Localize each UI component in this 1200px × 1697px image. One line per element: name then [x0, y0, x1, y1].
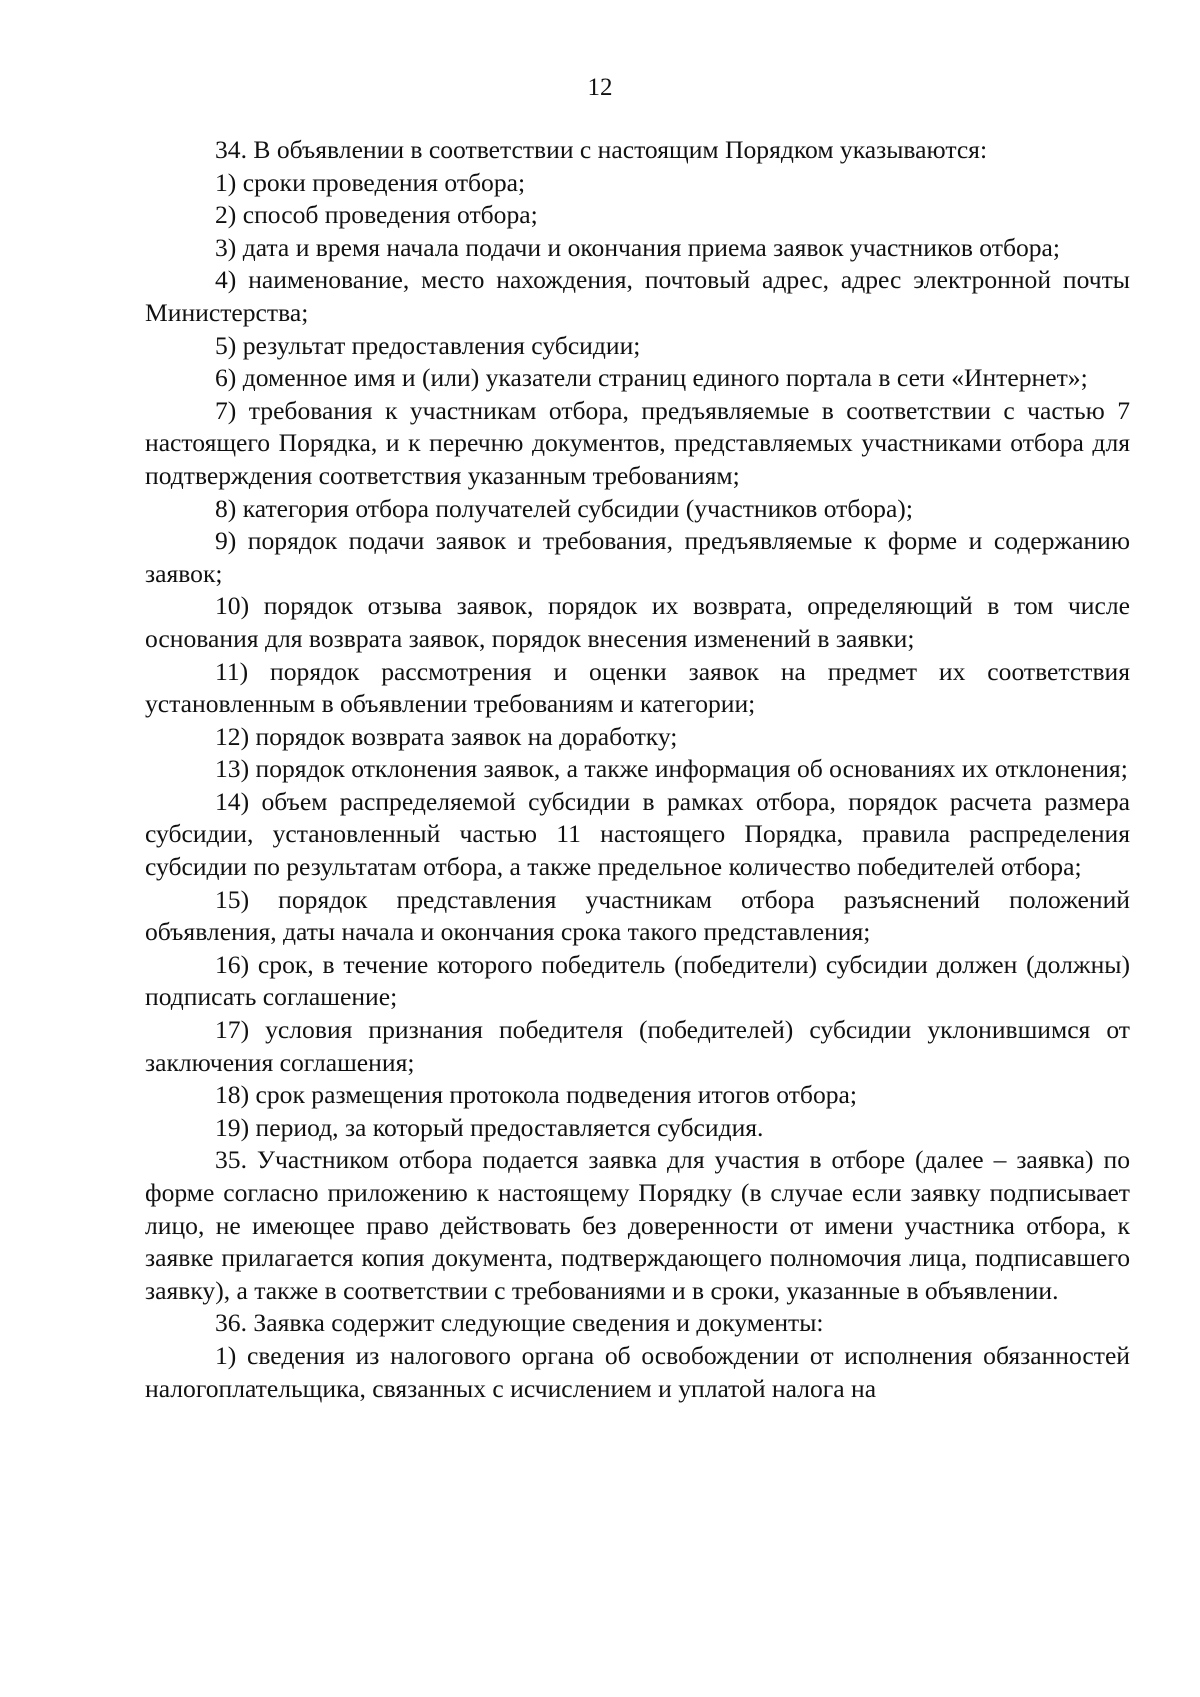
list-item-13: 13) порядок отклонения заявок, а также информация об основаниях их отклонения; — [215, 754, 1128, 784]
list-item-10: 10) порядок отзыва заявок, порядок их возврата, определяющий в том числе основания для возврата заявок, порядок внесения изменений в заявки; — [145, 591, 1130, 653]
page-number: 12 — [587, 74, 613, 101]
list-item-7: 7) требования к участникам отбора, предъявляемые в соответствии с частью 7 настоящего Порядка, и к перечню документов, представляемых участниками отбора для подтверждения соответствия указанным требованиям; — [145, 395, 1130, 490]
paragraph-34: 34. В объявлении в соответствии с настоящим Порядком указываются: — [215, 135, 988, 164]
list-item-16: 16) срок, в течение которого победитель (победители) субсидии должен (должны) подписать соглашение; — [145, 949, 1130, 1012]
paragraph-36: 36. Заявка содержит следующие сведения и документы: — [215, 1308, 824, 1338]
list-item-9: 9) порядок подачи заявок и требования, предъявляемые к форме и содержанию заявок; — [145, 526, 1130, 588]
list-item-12: 12) порядок возврата заявок на доработку; — [215, 721, 678, 751]
list-item-18: 18) срок размещения протокола подведения итогов отбора; — [215, 1080, 858, 1110]
paragraph-35: 35. Участником отбора подается заявка для участия в отборе (далее – заявка) по форме согласно приложению к настоящему Порядку (в случае если заявку подписывает лицо, не имеющее право действовать без доверенности от имени участника отбора, к заявке прилагается копия документа, подтверждающего полномочия лица, подписавшего заявку), а также в соответствии с требованиями и в сроки, указанные в объявлении. — [145, 1145, 1130, 1305]
list-item-6: 6) доменное имя и (или) указатели страниц единого портала в сети «Интернет»; — [215, 363, 1088, 393]
document-body — [145, 134, 1130, 1405]
list-item-19: 19) период, за который предоставляется субсидия. — [215, 1112, 764, 1142]
list-item-15: 15) порядок представления участникам отбора разъяснений положений объявления, даты начала и окончания срока такого представления; — [145, 884, 1130, 947]
list-item-4: 4) наименование, место нахождения, почтовый адрес, адрес электронной почты Министерства; — [145, 265, 1130, 327]
list-item-11: 11) порядок рассмотрения и оценки заявок на предмет их соответствия установленным в объявлении требованиям и категории; — [145, 656, 1130, 719]
list-item-17: 17) условия признания победителя (победителей) субсидии уклонившимся от заключения соглашения; — [145, 1015, 1130, 1077]
list-item-36-1: 1) сведения из налогового органа об освобождении от исполнения обязанностей налогоплательщика, связанных с исчислением и уплатой налога на — [145, 1340, 1130, 1403]
list-item-5: 5) результат предоставления субсидии; — [215, 330, 641, 360]
list-item-3: 3) дата и время начала подачи и окончания приема заявок участников отбора; — [215, 232, 1061, 262]
list-item-2: 2) способ проведения отбора; — [215, 200, 538, 230]
list-item-8: 8) категория отбора получателей субсидии (участников отбора); — [215, 493, 913, 523]
list-item-14: 14) объем распределяемой субсидии в рамках отбора, порядок расчета размера субсидии, установленный частью 11 настоящего Порядка, правила распределения субсидии по результатам отбора, а также предельное количество победителей отбора; — [145, 786, 1130, 882]
list-item-1: 1) сроки проведения отбора; — [215, 167, 526, 197]
